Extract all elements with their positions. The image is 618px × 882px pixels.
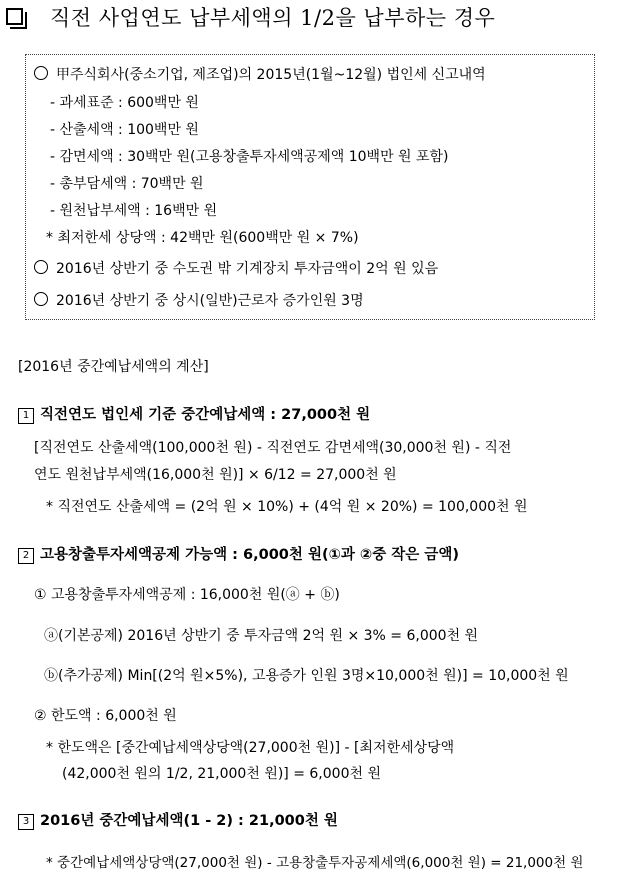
info-subline: - 과세표준 : 600백만 원 [50,95,199,111]
section-3-title [18,809,338,830]
section-1-line: [직전연도 산출세액(100,000천 원) - 직전연도 감면세액(30,000천 원) - 직전 [34,440,512,456]
circle-bullet-icon [34,260,48,274]
section-title-text: 2016년 중간예납세액(1 - 2) : 21,000천 원 [40,813,338,829]
page-title: 직전 사업연도 납부세액의 1/2을 납부하는 경우 [50,6,496,30]
section-3-note: * 중간예납세액상당액(27,000천 원) - 고용창출투자공제세액(6,000천 원) = 21,000천 원 [46,855,584,871]
info-subline: - 감면세액 : 30백만 원(고용창출투자세액공제액 10백만 원 포함) [50,149,449,165]
checkbox-icon [6,8,23,25]
section-2-item-a2: ⓑ(추가공제) Min[(2억 원×5%), 고용증가 인원 3명×10,000천 원)] = 10,000천 원 [44,668,569,684]
section-1-line: 연도 원천납부세액(16,000천 원)] × 6/12 = 27,000천 원 [34,467,397,483]
info-subline: - 원천납부세액 : 16백만 원 [50,203,218,219]
info-subline: - 총부담세액 : 70백만 원 [50,176,204,192]
section-1-title [18,403,370,424]
section-number: 3 [18,814,34,830]
section-2-title [18,543,459,564]
circle-bullet-icon [34,292,48,306]
section-title-text: 직전연도 법인세 기준 중간예납세액 : 27,000천 원 [40,407,371,423]
info-text: 甲주식회사(중소기업, 제조업)의 2015년(1월~12월) 법인세 신고내역 [56,67,486,83]
calc-header: [2016년 중간예납세액의 계산] [18,359,209,375]
circle-bullet-icon [34,66,48,80]
section-number: 1 [18,408,34,424]
section-2-note: * 한도액은 [중간예납세액상당액(27,000천 원)] - [최저한세상당액 [46,740,455,756]
section-2-note: (42,000천 원의 1/2, 21,000천 원)] = 6,000천 원 [62,766,381,782]
section-title-text: 고용창출투자세액공제 가능액 : 6,000천 원(①과 ②중 작은 금액) [40,547,459,563]
info-note: * 최저한세 상당액 : 42백만 원(600백만 원 × 7%) [46,230,359,246]
section-1-note: * 직전연도 산출세액 = (2억 원 × 10%) + (4억 원 × 20%) = 100,000천 원 [46,499,528,515]
section-2-item-b: ② 한도액 : 6,000천 원 [34,708,177,724]
info-subline: - 산출세액 : 100백만 원 [50,122,199,138]
section-number: 2 [18,548,34,564]
info-text: 2016년 상반기 중 수도권 밖 기계장치 투자금액이 2억 원 있음 [56,261,439,277]
info-item-2 [34,258,438,278]
section-2-item-a1: ⓐ(기본공제) 2016년 상반기 중 투자금액 2억 원 × 3% = 6,000천 원 [44,628,479,644]
info-text: 2016년 상반기 중 상시(일반)근로자 증가인원 3명 [56,293,364,309]
section-2-item-a: ① 고용창출투자세액공제 : 16,000천 원(ⓐ + ⓑ) [34,587,340,603]
info-item-3 [34,290,364,310]
info-item-1 [34,64,486,84]
